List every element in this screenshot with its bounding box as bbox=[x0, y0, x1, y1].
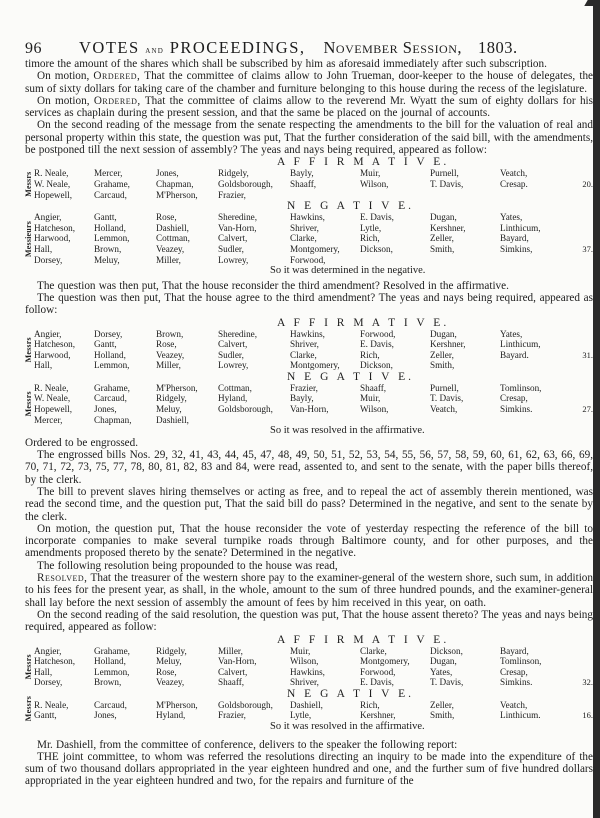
member-name: Meluy, bbox=[156, 656, 182, 667]
member-name: Meluy, bbox=[94, 254, 120, 265]
member-name: Carcaud, bbox=[94, 393, 127, 404]
member-name: Bayard, bbox=[500, 645, 529, 656]
member-name: Frazier, bbox=[290, 382, 318, 393]
member-name: Ridgely, bbox=[156, 393, 187, 404]
page-corner-shadow bbox=[584, 0, 600, 6]
member-name: Yates, bbox=[430, 666, 453, 677]
paragraph-12-text: That the treasurer of the western shore pay to the examiner-general of the western shore, such sum, in addition to his fees for the present year, as shall, in the whole, amount to the sum of three hundred pounds, and the examiner-general shall lay before the next session of assembly the amount of fees by him received in this year, on oath. bbox=[25, 572, 593, 609]
member-name: Carcaud, bbox=[94, 189, 127, 200]
member-name: Bayly, bbox=[290, 168, 314, 179]
ordered-word: Ordered, bbox=[93, 94, 141, 107]
member-name: Smith, bbox=[430, 360, 455, 371]
member-name: Linthicum, bbox=[500, 222, 541, 233]
member-name: Brown, bbox=[94, 243, 122, 254]
paragraph-8: The engrossed bills Nos. 29, 32, 41, 43, 44, 45, 47, 48, 49, 50, 51, 52, 53, 54, 55, 56, 57, 58, 59, 60, 61, 62, 63, 66, 69, 70, 71, 72, 73, 75, 77, 78, 80, 81, 82, 83 and 84, were read, assented to, and sent to the senate, with the paper bills thereof, by the clerk. bbox=[25, 449, 593, 486]
session-year: 1803. bbox=[478, 38, 518, 57]
member-name: Hall, bbox=[34, 243, 53, 254]
member-name: Mercer, bbox=[94, 168, 123, 179]
page-edge-shadow bbox=[593, 0, 600, 818]
member-name: Forwood, bbox=[290, 254, 326, 265]
affirmative-count: 20. bbox=[582, 178, 593, 189]
member-name: Hall, bbox=[34, 360, 53, 371]
messrs-label: Messrs bbox=[24, 695, 33, 722]
paragraph-1: timore the amount of the shares which shall be subscribed by him as aforesaid immediately after such subscription. bbox=[25, 58, 547, 70]
member-name: Simkins. bbox=[500, 404, 533, 415]
member-name: Dugan, bbox=[430, 656, 457, 667]
member-name: Miller, bbox=[218, 645, 243, 656]
member-name: R. Neale, bbox=[34, 168, 69, 179]
member-name: Bayard, bbox=[500, 233, 529, 244]
member-name: Gantt, bbox=[94, 212, 117, 223]
member-name: Angier, bbox=[34, 212, 62, 223]
member-name: Angier, bbox=[34, 328, 62, 339]
vote-2 bbox=[25, 634, 593, 733]
member-name: Shaaff, bbox=[218, 677, 245, 688]
member-name: Dickson, bbox=[360, 243, 393, 254]
member-name: T. Davis, bbox=[430, 393, 464, 404]
member-name: Sheredine, bbox=[218, 212, 258, 223]
member-name: Yates, bbox=[500, 212, 523, 223]
negative-votes bbox=[25, 383, 593, 425]
messrs-label: Messrs bbox=[24, 654, 33, 680]
member-name: Van-Horn, bbox=[218, 656, 257, 667]
member-name: Jones, bbox=[94, 710, 117, 721]
ordered-word: Ordered, bbox=[93, 70, 141, 83]
member-name: Veatch, bbox=[500, 168, 528, 179]
member-name: Forwood, bbox=[360, 328, 396, 339]
affirmative-heading: A F F I R M A T I V E. bbox=[277, 316, 450, 329]
affirmative-heading: A F F I R M A T I V E. bbox=[277, 156, 450, 169]
member-name: Wilson, bbox=[290, 656, 319, 667]
document-page bbox=[25, 38, 593, 788]
empty-cell bbox=[360, 255, 430, 266]
member-name: M'Pherson, bbox=[156, 699, 198, 710]
member-name: Goldsborough, bbox=[218, 178, 273, 189]
member-name: Forwood, bbox=[360, 666, 396, 677]
member-name: W. Neale, bbox=[34, 393, 71, 404]
member-name: Mercer, bbox=[34, 414, 63, 425]
paragraph-5: The question was then put, That the house reconsider the third amendment? Resolved in the affirmative. bbox=[37, 279, 509, 292]
empty-cell bbox=[500, 360, 564, 371]
member-name: Frazier, bbox=[218, 710, 246, 721]
affirmative-votes bbox=[25, 329, 593, 371]
member-name: E. Davis, bbox=[360, 212, 394, 223]
negative-count: 27. bbox=[582, 404, 593, 415]
member-name: Lytle, bbox=[360, 222, 382, 233]
member-name: Hawkins, bbox=[290, 328, 325, 339]
vote-1 bbox=[25, 317, 593, 437]
running-header bbox=[25, 38, 593, 58]
member-name: Brown, bbox=[94, 677, 122, 688]
member-name: Chapman, bbox=[94, 414, 132, 425]
member-name: Dorsey, bbox=[34, 254, 63, 265]
affirmative-count: 32. bbox=[582, 677, 593, 688]
member-name: R. Neale, bbox=[34, 699, 69, 710]
motion-lead: On motion, bbox=[37, 70, 90, 83]
paragraph-12 bbox=[25, 572, 593, 609]
member-name: Harwood, bbox=[34, 233, 71, 244]
messrs-label: Messrs bbox=[24, 391, 33, 417]
paragraph-2 bbox=[25, 70, 593, 95]
member-name: Goldsborough, bbox=[218, 699, 273, 710]
member-name: Sudler, bbox=[218, 349, 244, 360]
member-name: Holland, bbox=[94, 349, 126, 360]
negative-heading: N E G A T I V E. bbox=[287, 687, 415, 700]
member-name: Purnell, bbox=[430, 382, 459, 393]
member-name: Dashiell, bbox=[156, 222, 189, 233]
paragraph-4: On the second reading of the message from the senate respecting the amendments to the bill for the valuation of real and personal property within this state, the question was put, That the further consideration of the said bill, with the amendments, be postponed till the next session of assembly? The yeas and nays being required, appeared as follow: bbox=[25, 119, 593, 157]
member-name: Muir, bbox=[290, 645, 311, 656]
paragraph-14: Mr. Dashiell, from the committee of conference, delivers to the speaker the following report: bbox=[37, 738, 458, 751]
member-name: Shriver, bbox=[290, 677, 319, 688]
member-name: Lemmon, bbox=[94, 233, 130, 244]
member-name: Gantt, bbox=[94, 339, 117, 350]
member-name: Zeller, bbox=[430, 233, 454, 244]
member-name: Linthicum, bbox=[500, 339, 541, 350]
title-proceedings: PROCEEDINGS, bbox=[169, 38, 306, 57]
member-name: E. Davis, bbox=[360, 339, 394, 350]
title-and: and bbox=[145, 45, 165, 56]
journal-title bbox=[79, 38, 306, 58]
member-name: Kershner, bbox=[360, 710, 396, 721]
member-name: Dugan, bbox=[430, 328, 457, 339]
member-name: Zeller, bbox=[430, 699, 454, 710]
member-name: Lowrey, bbox=[218, 360, 249, 371]
member-name: Wilson, bbox=[360, 404, 389, 415]
member-name: Meluy, bbox=[156, 404, 182, 415]
member-name: Veazey, bbox=[156, 349, 185, 360]
member-name: Purnell, bbox=[430, 168, 459, 179]
member-name: Calvert, bbox=[218, 233, 248, 244]
member-name: Cresap, bbox=[500, 666, 528, 677]
negative-heading: N E G A T I V E. bbox=[287, 370, 415, 383]
affirmative-votes bbox=[25, 168, 593, 200]
member-name: Shaaff, bbox=[360, 382, 387, 393]
negative-votes bbox=[24, 695, 593, 722]
member-name: Jones, bbox=[94, 404, 117, 415]
member-name: Cresap. bbox=[500, 178, 528, 189]
paragraph-3 bbox=[25, 95, 593, 120]
motion-lead: On motion, bbox=[37, 94, 90, 107]
member-name: Zeller, bbox=[430, 349, 454, 360]
member-name: Dickson, bbox=[430, 645, 463, 656]
member-name: Lemmon, bbox=[94, 360, 130, 371]
member-name: Lemmon, bbox=[94, 666, 130, 677]
member-name: Dickson, bbox=[360, 360, 393, 371]
session-name: November Session, bbox=[323, 38, 463, 57]
member-name: Bayard. bbox=[500, 349, 529, 360]
member-name: Grahame, bbox=[94, 382, 130, 393]
paragraph-13: On the second reading of the said resolution, the question was put, That the house assent thereto? The yeas and nays being required, appeared as follow: bbox=[25, 608, 593, 634]
affirmative-votes bbox=[25, 646, 593, 688]
empty-cell bbox=[500, 190, 564, 201]
paragraph-6: The question was then put, That the house agree to the third amendment? The yeas and nays being required, appeared as follow: bbox=[25, 291, 593, 317]
member-name: Goldsborough, bbox=[218, 404, 273, 415]
member-name: Cresap, bbox=[500, 393, 528, 404]
member-name: Dorsey, bbox=[34, 677, 63, 688]
member-name: Ridgely, bbox=[218, 168, 249, 179]
member-name: Holland, bbox=[94, 656, 126, 667]
member-name: Cottman, bbox=[218, 382, 252, 393]
member-name: Hawkins, bbox=[290, 212, 325, 223]
member-name: Hatcheson, bbox=[34, 222, 76, 233]
member-name: Grahame, bbox=[94, 178, 130, 189]
member-name: Kershner, bbox=[430, 339, 466, 350]
member-name: Rich, bbox=[360, 233, 380, 244]
affirmative-count: 31. bbox=[582, 349, 593, 360]
member-name: T. Davis, bbox=[430, 677, 464, 688]
member-name: Rich, bbox=[360, 699, 380, 710]
member-name: Rose, bbox=[156, 666, 177, 677]
member-name: Tomlinson, bbox=[500, 656, 542, 667]
member-name: Van-Horn, bbox=[218, 222, 257, 233]
member-name: Calvert, bbox=[218, 339, 248, 350]
member-name: Bayly, bbox=[290, 393, 314, 404]
member-name: Muir, bbox=[360, 393, 381, 404]
member-name: Rich, bbox=[360, 349, 380, 360]
member-name: Hall, bbox=[34, 666, 53, 677]
member-name: Dashiell, bbox=[156, 414, 189, 425]
member-name: Rose, bbox=[156, 339, 177, 350]
member-name: Smith, bbox=[430, 243, 455, 254]
paragraph-7: Ordered to be engrossed. bbox=[25, 436, 139, 449]
negative-votes bbox=[25, 212, 593, 265]
empty-cell bbox=[430, 415, 500, 426]
member-name: Rose, bbox=[156, 212, 177, 223]
member-name: Montgomery, bbox=[290, 360, 340, 371]
member-name: Grahame, bbox=[94, 645, 130, 656]
member-name: Smith, bbox=[430, 710, 455, 721]
member-name: Lowrey, bbox=[218, 254, 249, 265]
title-votes: VOTES bbox=[79, 38, 140, 57]
member-name: Brown, bbox=[156, 328, 184, 339]
member-name: Calvert, bbox=[218, 666, 248, 677]
member-name: M'Pherson, bbox=[156, 189, 198, 200]
member-name: Dugan, bbox=[430, 212, 457, 223]
member-name: Wilson, bbox=[360, 178, 389, 189]
member-name: Hyland, bbox=[156, 710, 186, 721]
empty-cell bbox=[218, 415, 290, 426]
member-name: Tomlinson, bbox=[500, 382, 542, 393]
member-name: W. Neale, bbox=[34, 178, 71, 189]
vote-result: So it was resolved in the affirmative. bbox=[270, 721, 425, 733]
member-name: Carcaud, bbox=[94, 699, 127, 710]
member-name: Linthicum. bbox=[500, 710, 541, 721]
messrs-label: Messieurs bbox=[24, 220, 33, 257]
member-name: Simkins. bbox=[500, 677, 533, 688]
empty-cell bbox=[360, 190, 430, 201]
member-name: Chapman, bbox=[156, 178, 194, 189]
member-name: Montgomery, bbox=[290, 243, 340, 254]
member-name: Gantt, bbox=[34, 710, 57, 721]
member-name: Hyland, bbox=[218, 393, 248, 404]
member-name: Miller, bbox=[156, 254, 181, 265]
member-name: Yates, bbox=[500, 328, 523, 339]
member-name: Muir, bbox=[360, 168, 381, 179]
member-name: T. Davis, bbox=[430, 178, 464, 189]
member-name: Sudler, bbox=[218, 243, 244, 254]
paragraph-9: The bill to prevent slaves hiring themselves or acting as free, and to repeal the act of assembly therein mentioned, was read the second time, and the question put, That the said bill do pass? Determined in the negative, and sent to the senate by the clerk. bbox=[25, 485, 593, 523]
messrs-label: Messrs bbox=[24, 171, 33, 197]
empty-cell bbox=[430, 255, 500, 266]
member-name: Frazier, bbox=[218, 189, 246, 200]
member-name: Clarke, bbox=[360, 645, 387, 656]
member-name: Hopewell, bbox=[34, 404, 73, 415]
member-name: Veatch, bbox=[430, 404, 458, 415]
paragraph-2-text: That the committee of claims allow to John Trueman, door-keeper to the house of delegates, the sum of sixty dollars for taking care of the chamber and furniture belonging to this house during the recess of the legislature. bbox=[25, 70, 593, 95]
member-name: Simkins, bbox=[500, 243, 533, 254]
member-name: Ridgely, bbox=[156, 645, 187, 656]
member-name: Cottman, bbox=[156, 233, 190, 244]
empty-cell bbox=[500, 415, 564, 426]
member-name: Jones, bbox=[156, 168, 179, 179]
paragraph-10: On motion, the question put, That the house reconsider the vote of yesterday respecting the reference of the bill to incorporate companies to make several turnpike roads through Baltimore county, and for other purposes, and the amendments proposed thereto by the senate? Determined in the negative. bbox=[25, 522, 593, 560]
empty-cell bbox=[430, 190, 500, 201]
member-name: Dashiell, bbox=[290, 699, 323, 710]
member-name: Veazey, bbox=[156, 677, 185, 688]
member-name: Hatcheson, bbox=[34, 656, 76, 667]
empty-cell bbox=[360, 415, 430, 426]
member-name: Shriver, bbox=[290, 222, 319, 233]
member-name: Holland, bbox=[94, 222, 126, 233]
member-name: Veatch, bbox=[500, 699, 528, 710]
negative-heading: N E G A T I V E. bbox=[287, 200, 415, 213]
affirmative-heading: A F F I R M A T I V E. bbox=[277, 633, 450, 646]
empty-cell bbox=[290, 190, 360, 201]
member-name: Lytle, bbox=[290, 710, 312, 721]
paragraph-11: The following resolution being propounded to the house was read, bbox=[37, 559, 338, 572]
member-name: Angier, bbox=[34, 645, 62, 656]
member-name: E. Davis, bbox=[360, 677, 394, 688]
member-name: Van-Horn, bbox=[290, 404, 329, 415]
member-name: Harwood, bbox=[34, 349, 71, 360]
member-name: R. Neale, bbox=[34, 382, 69, 393]
member-name: Veazey, bbox=[156, 243, 185, 254]
empty-cell bbox=[500, 255, 564, 266]
negative-count: 37. bbox=[582, 243, 593, 254]
paragraph-15: THE joint committee, to whom was referred the resolutions directing an inquiry to be made into the expenditure of the sum of two thousand dollars appropriated in the year eighteen hundred and one, and the further sum of five hundred dollars appropriated in the year eighteen hundred and two, for the repairs and furniture of the bbox=[25, 750, 593, 788]
messrs-label: Messrs bbox=[24, 337, 33, 363]
member-name: Hawkins, bbox=[290, 666, 325, 677]
member-name: Hatcheson, bbox=[34, 339, 76, 350]
vote-result: So it was resolved in the affirmative. bbox=[270, 425, 425, 437]
negative-count: 16. bbox=[582, 710, 593, 721]
member-name: Hopewell, bbox=[34, 189, 73, 200]
page-number: 96 bbox=[25, 40, 42, 57]
vote-0 bbox=[25, 156, 593, 276]
member-name: Shaaff, bbox=[290, 178, 317, 189]
member-name: Dorsey, bbox=[94, 328, 123, 339]
member-name: Shriver, bbox=[290, 339, 319, 350]
vote-result: So it was determined in the negative. bbox=[270, 265, 426, 277]
member-name: Clarke, bbox=[290, 349, 317, 360]
resolved-word: Resolved, bbox=[37, 572, 88, 585]
member-name: Montgomery, bbox=[360, 656, 410, 667]
member-name: M'Pherson, bbox=[156, 382, 198, 393]
paragraph-3-text: That the committee of claims allow to the reverend Mr. Wyatt the sum of eighty dollars for his services as chaplain during the present session, and that the same be placed on the journal of accounts. bbox=[25, 94, 594, 120]
member-name: Miller, bbox=[156, 360, 181, 371]
member-name: Sheredine, bbox=[218, 328, 258, 339]
member-name: Kershner, bbox=[430, 222, 466, 233]
empty-cell bbox=[290, 415, 360, 426]
member-name: Clarke, bbox=[290, 233, 317, 244]
